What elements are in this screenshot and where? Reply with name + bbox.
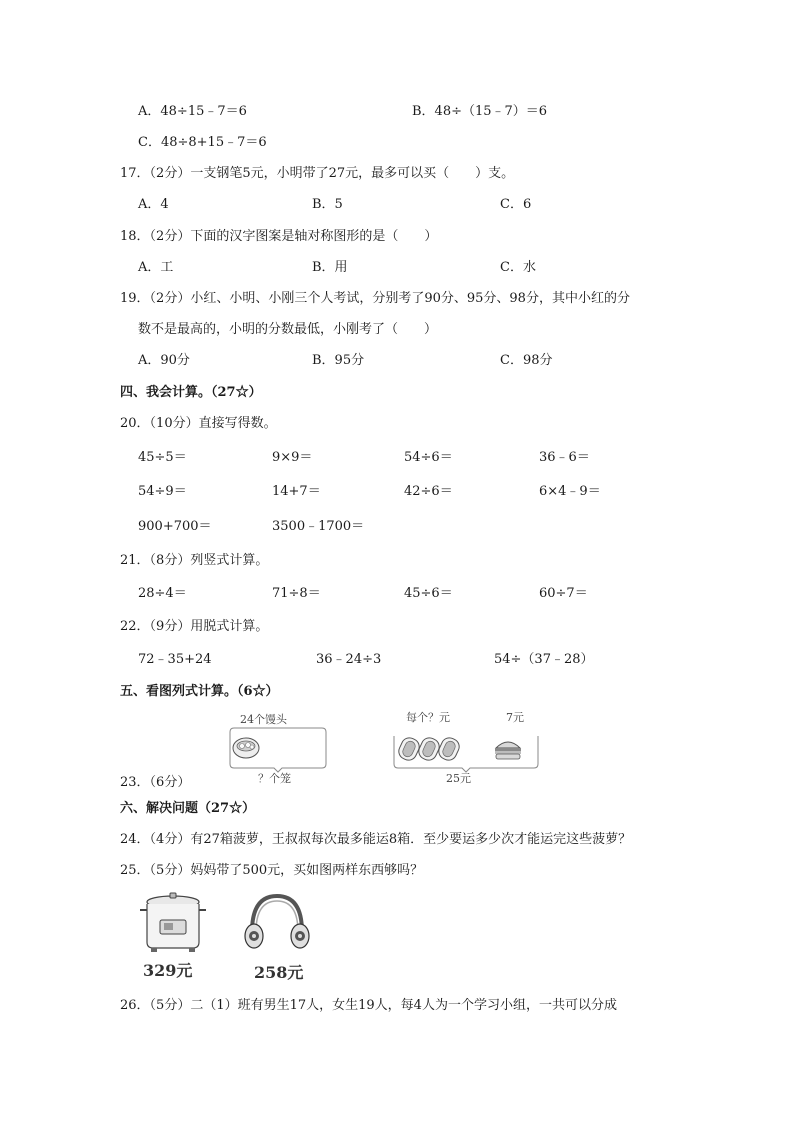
section-6-title: 六、解决问题（27☆） <box>120 801 256 816</box>
q19-stem-line2: 数不是最高的，小明的分数最低，小刚考了（ ） <box>138 322 438 337</box>
q20-item: 36﹣6＝ <box>539 450 590 465</box>
q23-fig1-top-label: 24个馒头 <box>240 713 287 726</box>
q17-option-b: B．5 <box>312 197 343 212</box>
q16-option-b: B．48÷（15﹣7）＝6 <box>412 104 548 119</box>
q17-option-c: C．6 <box>500 197 532 212</box>
q23-fig1-bottom-label: ？个笼 <box>258 772 291 785</box>
steamer-bracket-figure <box>228 726 328 774</box>
q21-item: 45÷6＝ <box>404 586 453 601</box>
q21-item: 60÷7＝ <box>539 586 588 601</box>
q20-item: 14+7＝ <box>272 484 321 499</box>
rice-cooker-price: 329元 <box>143 961 193 980</box>
section-5-title: 五、看图列式计算。（6☆） <box>120 684 279 699</box>
q18-option-b: B．用 <box>312 260 348 275</box>
hotdog-burger-figure <box>392 726 540 774</box>
q20-item: 42÷6＝ <box>404 484 453 499</box>
q20-item: 9×9＝ <box>272 450 313 465</box>
q17-option-a: A．4 <box>138 197 169 212</box>
q16-option-a: A．48÷15﹣7＝6 <box>138 104 247 119</box>
q23-fig2-bottom-label: 25元 <box>446 772 471 785</box>
q19-option-a: A．90分 <box>138 353 190 368</box>
q22-stem: 22．（9分）用脱式计算。 <box>120 619 269 634</box>
q20-stem: 20．（10分）直接写得数。 <box>120 416 277 431</box>
q18-stem: 18．（2分）下面的汉字图案是轴对称图形的是（ ） <box>120 229 438 244</box>
q23-fig2-top-left-label: 每个？元 <box>406 711 450 724</box>
hotdog-icon <box>436 735 462 763</box>
q22-item: 54÷（37﹣28） <box>494 652 594 667</box>
q20-item: 6×4﹣9＝ <box>539 484 601 499</box>
steamer-icon <box>233 738 259 758</box>
q22-item: 36﹣24÷3 <box>316 652 382 667</box>
q25-stem: 25．（5分）妈妈带了500元，买如图两样东西够吗？ <box>120 863 424 878</box>
hotdog-icon <box>416 735 442 763</box>
q24-stem: 24．（4分）有27箱菠萝，王叔叔每次最多能运8箱．至少要运多少次才能运完这些菠萝？ <box>120 832 632 847</box>
q19-option-c: C．98分 <box>500 353 553 368</box>
burger-icon <box>495 742 521 759</box>
section-4-title: 四、我会计算。（27☆） <box>120 385 262 400</box>
q23-stem: 23．（6分） <box>120 775 191 790</box>
q20-item: 3500﹣1700＝ <box>272 519 365 534</box>
q17-stem: 17．（2分）一支钢笔5元，小明带了27元，最多可以买（ ）支。 <box>120 166 515 181</box>
q20-item: 45÷5＝ <box>138 450 187 465</box>
rice-cooker-icon <box>138 892 208 954</box>
q21-item: 71÷8＝ <box>272 586 321 601</box>
q23-fig2-top-right-label: 7元 <box>506 711 524 724</box>
q16-option-c: C．48÷8+15﹣7＝6 <box>138 135 267 150</box>
q19-option-b: B．95分 <box>312 353 365 368</box>
q22-item: 72﹣35+24 <box>138 652 212 667</box>
q21-item: 28÷4＝ <box>138 586 187 601</box>
q21-stem: 21．（8分）列竖式计算。 <box>120 553 269 568</box>
q19-stem-line1: 19．（2分）小红、小明、小刚三个人考试，分别考了90分、95分、98分，其中小红的分 <box>120 291 630 306</box>
q18-option-a: A．工 <box>138 260 174 275</box>
headphones-icon <box>242 892 312 954</box>
hotdog-icon <box>396 735 422 763</box>
q18-option-c: C．水 <box>500 260 536 275</box>
headphones-price: 258元 <box>254 963 304 982</box>
q20-item: 54÷6＝ <box>404 450 453 465</box>
q26-stem: 26．（5分）二（1）班有男生17人，女生19人，每4人为一个学习小组，一共可以分成 <box>120 998 617 1013</box>
q20-item: 900+700＝ <box>138 519 212 534</box>
q20-item: 54÷9＝ <box>138 484 187 499</box>
